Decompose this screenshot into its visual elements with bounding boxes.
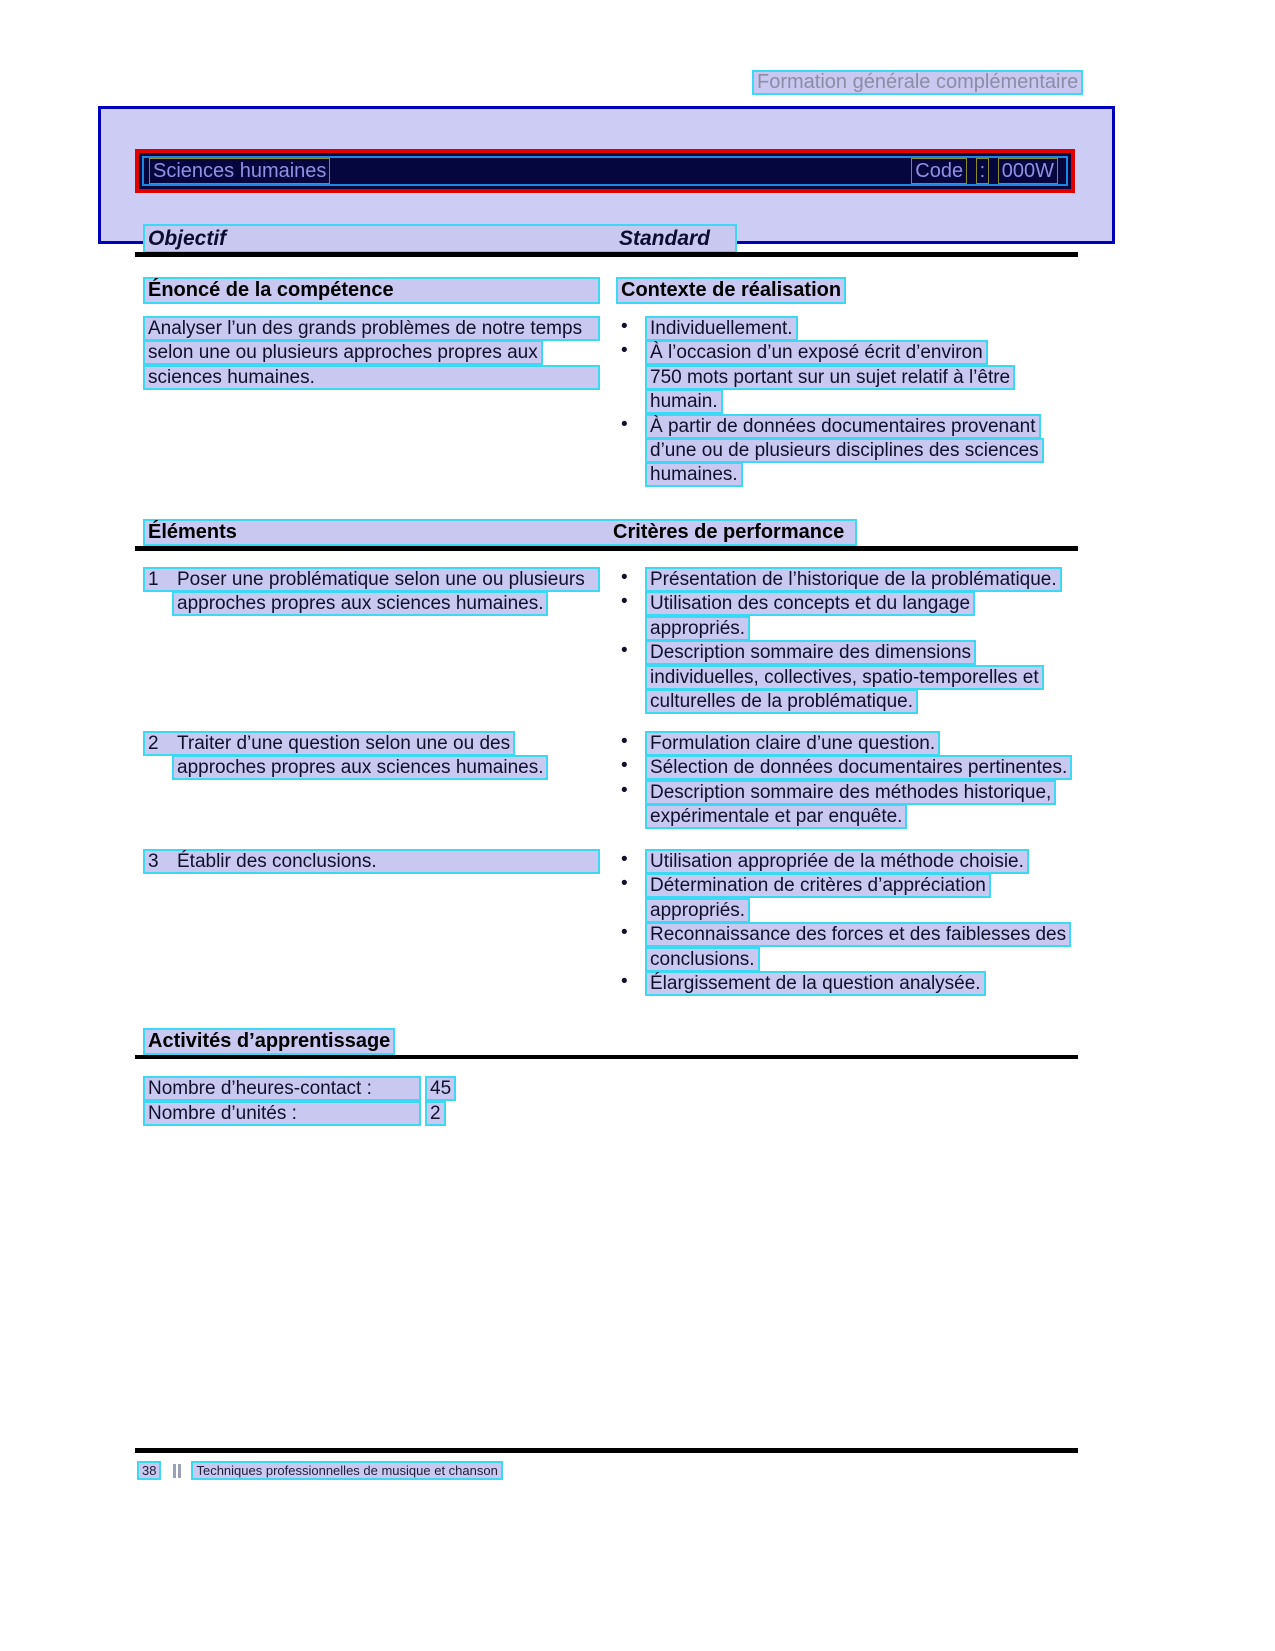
column-headers-highlight xyxy=(143,224,737,253)
element-text xyxy=(143,567,613,616)
criterion-line: Détermination de critères d’appréciation xyxy=(645,873,991,898)
criterion-line: Description sommaire des méthodes historique, xyxy=(645,780,1056,805)
element-line-highlight xyxy=(143,567,600,592)
title-bar-content xyxy=(139,153,1071,189)
section-divider xyxy=(135,546,1078,551)
criterion-line: Formulation claire d’une question. xyxy=(645,731,940,756)
competence-headings-row xyxy=(143,277,1086,304)
activity-row xyxy=(143,1076,456,1101)
elements-headings-row xyxy=(143,519,857,546)
column-header-standard: Standard xyxy=(619,227,711,250)
element-text xyxy=(143,849,613,873)
criterion-line: Sélection de données documentaires pertinentes. xyxy=(645,755,1072,780)
criterion-line: culturelles de la problématique. xyxy=(645,689,918,714)
competence-statement xyxy=(143,316,613,389)
activity-label: Nombre d’heures-contact : xyxy=(143,1076,421,1101)
competence-section xyxy=(143,316,1103,486)
heading-activites: Activités d’apprentissage xyxy=(143,1028,395,1055)
program-title: Techniques professionnelles de musique et chanson xyxy=(191,1461,502,1480)
watermark xyxy=(752,70,1083,95)
criteria-bullet-list xyxy=(616,731,1103,829)
competence-statement-line: sciences humaines. xyxy=(143,365,600,390)
criterion-line: Reconnaissance des forces et des faiblesses des xyxy=(645,922,1071,947)
element-line: Poser une problématique selon une ou plusieurs xyxy=(177,569,585,590)
context-bullet-line: humaines. xyxy=(645,462,743,487)
element-text xyxy=(143,731,613,780)
element-line: Traiter d’une question selon une ou des xyxy=(177,733,511,754)
activities-heading-row xyxy=(143,1028,395,1055)
heading-contexte-realisation: Contexte de réalisation xyxy=(616,277,846,304)
context-bullet-line: 750 mots portant sur un sujet relatif à l’être xyxy=(645,365,1015,390)
activities-table xyxy=(143,1076,456,1126)
watermark-label: Formation générale complémentaire xyxy=(752,70,1083,95)
bullet-icon: • xyxy=(621,970,628,992)
context-bullet-line: humain. xyxy=(645,389,723,414)
criterion-line: conclusions. xyxy=(645,947,760,972)
course-code xyxy=(911,158,1061,184)
course-code-value: 000W xyxy=(998,158,1058,184)
competence-statement-line: selon une ou plusieurs approches propres aux xyxy=(143,340,543,365)
bullet-icon: • xyxy=(621,591,628,613)
bullet-icon: • xyxy=(621,340,628,362)
bullet-icon: • xyxy=(621,755,628,777)
heading-enonce-competence: Énoncé de la compétence xyxy=(143,277,600,304)
element-line: approches propres aux sciences humaines. xyxy=(172,591,548,616)
bullet-icon: • xyxy=(621,567,628,588)
bullet-icon: • xyxy=(621,849,628,870)
bullet-icon: • xyxy=(621,413,628,435)
context-bullet-line: À partir de données documentaires provenant xyxy=(645,414,1041,439)
bullet-icon: • xyxy=(621,640,628,662)
criteria-bullet-list xyxy=(616,849,1103,995)
criterion-line: appropriés. xyxy=(645,898,750,923)
criterion-line: expérimentale et par enquête. xyxy=(645,804,907,829)
section-marker-icon xyxy=(173,1464,181,1478)
bullet-icon: • xyxy=(621,873,628,895)
element-line: approches propres aux sciences humaines. xyxy=(172,755,548,780)
elements-section xyxy=(143,567,1103,997)
criterion-line: Utilisation appropriée de la méthode choisie. xyxy=(645,849,1029,874)
heading-elements: Éléments xyxy=(148,521,237,543)
activity-label: Nombre d’unités : xyxy=(143,1101,421,1126)
element-number: 1 xyxy=(148,569,159,590)
activity-row xyxy=(143,1101,456,1126)
course-code-separator: : xyxy=(976,158,990,184)
heading-criteres-performance: Critères de performance xyxy=(613,521,845,543)
criterion-line: individuelles, collectives, spatio-temporelles et xyxy=(645,665,1044,690)
footer-divider xyxy=(135,1448,1078,1453)
bullet-icon: • xyxy=(621,316,628,337)
element-number: 2 xyxy=(148,733,159,754)
course-title-bar xyxy=(135,149,1075,193)
context-bullet-line: d’une ou de plusieurs disciplines des sciences xyxy=(645,438,1044,463)
column-headers-row xyxy=(143,224,737,253)
page-number: 38 xyxy=(137,1461,161,1480)
bullet-icon: • xyxy=(621,731,628,752)
course-code-label: Code xyxy=(911,158,967,184)
context-bullet-line: Individuellement. xyxy=(645,316,798,341)
section-divider xyxy=(135,1055,1078,1059)
element-line: Établir des conclusions. xyxy=(177,851,377,872)
course-title: Sciences humaines xyxy=(149,158,330,184)
element-number: 3 xyxy=(148,851,159,872)
elements-headings-highlight xyxy=(143,519,857,546)
element-line-highlight xyxy=(143,849,600,874)
criteria-bullet-list xyxy=(616,567,1103,713)
activity-value: 2 xyxy=(425,1101,446,1126)
element-line-highlight xyxy=(143,731,515,756)
activity-value: 45 xyxy=(425,1076,456,1101)
page-footer xyxy=(137,1461,503,1480)
bullet-icon: • xyxy=(621,779,628,801)
context-bullet-line: À l’occasion d’un exposé écrit d’environ xyxy=(645,340,988,365)
section-divider xyxy=(135,252,1078,257)
context-bullet-list xyxy=(616,316,1103,487)
column-header-objectif: Objectif xyxy=(148,227,227,250)
criterion-line: Utilisation des concepts et du langage xyxy=(645,591,975,616)
criterion-line: Présentation de l’historique de la problématique. xyxy=(645,567,1062,592)
criterion-line: Description sommaire des dimensions xyxy=(645,640,976,665)
criterion-line: appropriés. xyxy=(645,616,750,641)
bullet-icon: • xyxy=(621,922,628,944)
criterion-line: Élargissement de la question analysée. xyxy=(645,971,986,996)
competence-statement-line: Analyser l’un des grands problèmes de notre temps xyxy=(143,316,600,341)
